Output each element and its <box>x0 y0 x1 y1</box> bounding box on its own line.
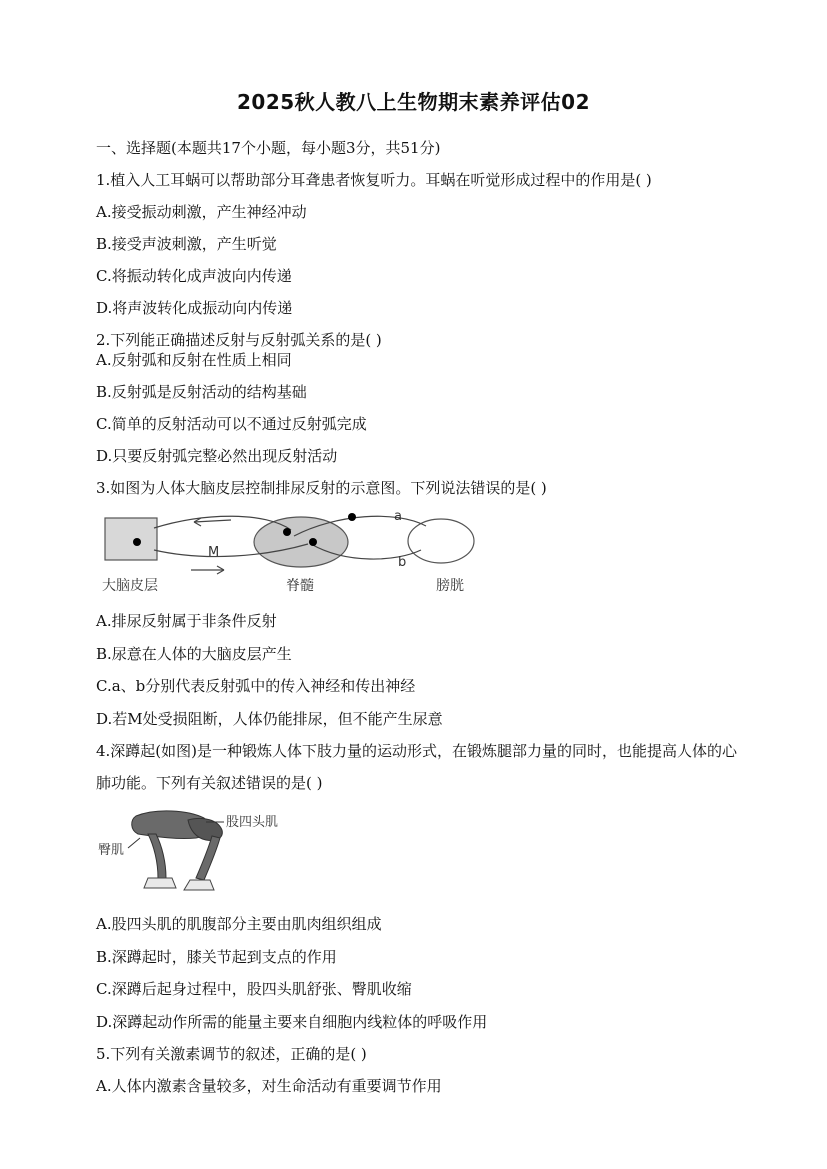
q4-option-c: C.深蹲后起身过程中，股四头肌舒张、臀肌收缩 <box>96 980 412 998</box>
question-4-stem: 4.深蹲起(如图)是一种锻炼人体下肢力量的运动形式，在锻炼腿部力量的同时，也能提高人体的心肺功能。下列有关叙述错误的是( ) <box>96 742 738 792</box>
question-5-stem: 5.下列有关激素调节的叙述，正确的是( ) <box>96 1045 367 1063</box>
label-m: M <box>208 545 220 560</box>
section-heading: 一、选择题(本题共17个小题，每小题3分，共51分) <box>96 139 441 157</box>
label-quadriceps: 股四头肌 <box>226 815 279 830</box>
label-glutes: 臀肌 <box>98 843 125 858</box>
page-title: 2025秋人教八上生物期末素养评估02 <box>237 90 590 114</box>
lower-leg-back <box>148 834 166 878</box>
question-1-stem: 1.植入人工耳蜗可以帮助部分耳聋患者恢复听力。耳蜗在听觉形成过程中的作用是( ) <box>96 171 652 189</box>
spinal-cord-ellipse <box>254 517 348 567</box>
q1-option-c: C.将振动转化成声波向内传递 <box>96 267 292 285</box>
q3-option-c: C.a、b分别代表反射弧中的传入神经和传出神经 <box>96 677 416 695</box>
question-3-stem: 3.如图为人体大脑皮层控制排尿反射的示意图。下列说法错误的是( ) <box>96 479 547 497</box>
q2-option-d: D.只要反射弧完整必然出现反射活动 <box>96 447 338 465</box>
q2-option-b: B.反射弧是反射活动的结构基础 <box>96 383 307 401</box>
label-spinal-cord: 脊髓 <box>286 578 314 594</box>
q4-option-a: A.股四头肌的肌腹部分主要由肌肉组织组成 <box>96 915 382 933</box>
reflex-arc-diagram <box>96 506 486 598</box>
brain-cortex-box <box>105 518 157 560</box>
neuron-brain <box>133 538 141 546</box>
shoe-left <box>144 878 176 888</box>
q1-option-d: D.将声波转化成振动向内传递 <box>96 299 293 317</box>
q3-option-b: B.尿意在人体的大脑皮层产生 <box>96 645 292 663</box>
neuron-spinal-2 <box>309 538 317 546</box>
neuron-a <box>348 513 356 521</box>
q4-option-b: B.深蹲起时，膝关节起到支点的作用 <box>96 948 337 966</box>
label-a: a <box>394 509 402 524</box>
label-brain-cortex: 大脑皮层 <box>102 578 158 594</box>
q1-option-a: A.接受振动刺激，产生神经冲动 <box>96 203 307 221</box>
neuron-spinal-1 <box>283 528 291 536</box>
shoe-right <box>184 880 214 890</box>
q5-option-a: A.人体内激素含量较多，对生命活动有重要调节作用 <box>96 1077 442 1095</box>
arrow-left <box>194 520 231 522</box>
q3-option-a: A.排尿反射属于非条件反射 <box>96 612 277 630</box>
question-2-stem: 2.下列能正确描述反射与反射弧关系的是( ) <box>96 331 382 349</box>
q2-option-a: A.反射弧和反射在性质上相同 <box>96 351 292 369</box>
q1-option-b: B.接受声波刺激，产生听觉 <box>96 235 277 253</box>
q2-option-c: C.简单的反射活动可以不通过反射弧完成 <box>96 415 367 433</box>
label-bladder: 膀胱 <box>436 578 464 594</box>
q4-option-d: D.深蹲起动作所需的能量主要来自细胞内线粒体的呼吸作用 <box>96 1013 488 1031</box>
bladder-ellipse <box>408 519 474 563</box>
q3-option-d: D.若M处受损阻断，人体仍能排尿，但不能产生尿意 <box>96 710 443 728</box>
lower-leg-front <box>196 836 220 880</box>
glute-pointer <box>128 838 140 848</box>
squat-figure <box>96 806 286 898</box>
label-b: b <box>398 555 407 570</box>
